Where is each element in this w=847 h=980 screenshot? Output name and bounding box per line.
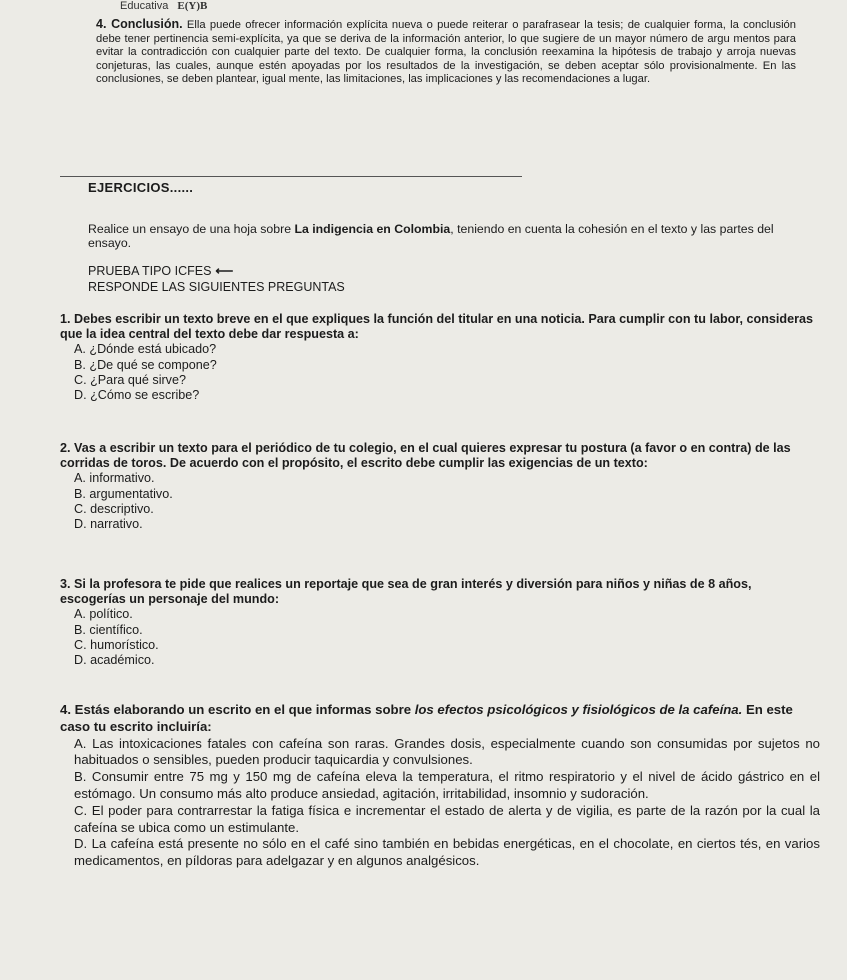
option-d: D. La cafeína está presente no sólo en el café sino también en bebidas energéticas, en el chocolate, en ciertos tés, en varios medicamentos, en píldoras para adelgazar y en algunos analgésicos. <box>74 836 820 869</box>
option-c: C. ¿Para qué sirve? <box>74 372 186 387</box>
test-instruction: RESPONDE LAS SIGUIENTES PREGUNTAS <box>88 280 345 294</box>
question-stem: 3. Si la profesora te pide que realices un reportaje que sea de gran interés y diversión para niños y niñas de 8 años, escogerías un personaje del mundo: <box>60 577 752 607</box>
question-stem-post: En este caso tu escrito incluiría: <box>60 702 793 734</box>
question-2 <box>60 441 820 532</box>
brand-logo: E(Y)B <box>177 0 208 12</box>
option-a: A. informativo. <box>74 471 155 486</box>
question-3 <box>60 577 820 668</box>
option-d: D. académico. <box>74 653 155 668</box>
option-c: C. humorístico. <box>74 637 159 652</box>
option-d: D. narrativo. <box>74 517 143 532</box>
page-header <box>120 0 207 12</box>
question-1 <box>60 312 820 403</box>
arrow-left-icon: ⟵ <box>215 264 234 278</box>
divider <box>60 176 522 177</box>
brand-text: Educativa <box>120 0 169 12</box>
conclusion-text: Ella puede ofrecer información explícita nueva o puede reiterar o parafrasear la tesis; de cualquier forma, la conclusión debe tener pertinencia semi-explícita, ya que se deriva de la información anterior, lo que sugiere de un mayor número de argu mentos para evitar la contradicción con cualquier parte del texto. De cualquier forma, la conclusión reexamina la hipótesis de trabajo y arroja nuevas conjeturas, las cuales, aunque estén apoyadas por los resultados de la investigación, se deben aceptar sólo provisionalmente. En las conclusiones, se deben plantear, igual mente, las limitaciones, las implicaciones y las recomendaciones a lugar. <box>96 19 796 86</box>
question-stem <box>60 702 820 736</box>
conclusion-heading: 4. Conclusión. <box>96 17 183 31</box>
option-b: B. argumentativo. <box>74 486 173 501</box>
question-stem-pre: 4. Estás elaborando un escrito en el que informas sobre <box>60 702 415 717</box>
option-b: B. científico. <box>74 622 143 637</box>
option-d: D. ¿Cómo se escribe? <box>74 388 200 403</box>
question-stem-topic: los efectos psicológicos y fisiológicos de la cafeína. <box>414 702 743 717</box>
test-header <box>88 263 488 295</box>
exercises-title: EJERCICIOS...... <box>88 180 194 195</box>
essay-text-post: , teniendo en cuenta la cohesión en el texto y las partes del ensayo. <box>88 222 774 250</box>
option-a: A. Las intoxicaciones fatales con cafeína son raras. Grandes dosis, especialmente cuando son consumidas por sujetos no habituados o sensibles, pueden producir taquicardia y convulsiones. <box>74 735 820 768</box>
essay-text-pre: Realice un ensayo de una hoja sobre <box>88 222 295 236</box>
conclusion-paragraph <box>96 18 796 87</box>
test-type: PRUEBA TIPO ICFES <box>88 264 212 278</box>
question-4 <box>60 702 820 870</box>
question-stem: 1. Debes escribir un texto breve en el que expliques la función del titular en una noticia. Para cumplir con tu labor, consideras que la idea central del texto debe dar respuesta a: <box>60 312 814 342</box>
essay-instruction <box>88 222 788 250</box>
option-c: C. descriptivo. <box>74 501 154 516</box>
option-a: A. político. <box>74 607 133 622</box>
option-c: C. El poder para contrarrestar la fatiga física e incrementar el estado de alerta y de vigilia, es parte de la razón por la cual la cafeína se ubica como un estimulante. <box>74 802 820 835</box>
option-a: A. ¿Dónde está ubicado? <box>74 342 217 357</box>
option-b: B. ¿De qué se compone? <box>74 357 217 372</box>
option-b: B. Consumir entre 75 mg y 150 mg de cafeína eleva la temperatura, el ritmo respiratorio y el nivel de ácido gástrico en el estómago. Un consumo más alto produce ansiedad, agitación, irritabilidad, insomnio y sudoración. <box>74 769 820 801</box>
question-stem: 2. Vas a escribir un texto para el periódico de tu colegio, en el cual quieres expresar tu postura (a favor o en contra) de las corridas de toros. De acuerdo con el propósito, el escrito debe cumplir las exigencias de un texto: <box>60 441 791 471</box>
essay-topic: La indigencia en Colombia <box>294 222 451 236</box>
